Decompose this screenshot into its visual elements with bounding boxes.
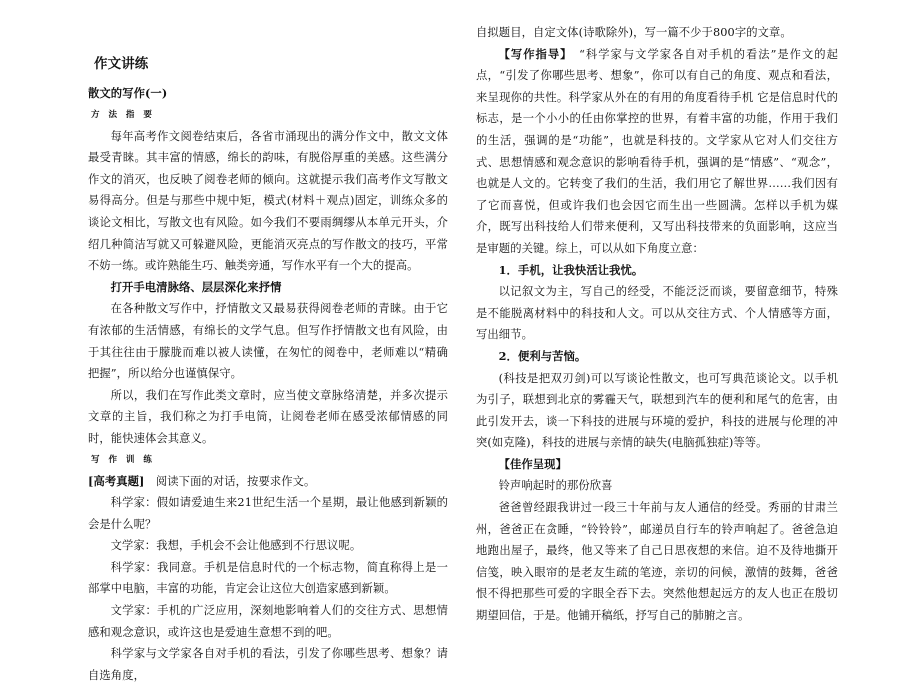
dialog-line: [88, 600, 448, 643]
guide-label: 【写作指导】: [498, 46, 567, 61]
lyric-paragraph: 在各种散文写作中，抒情散文又最易获得阅卷老师的青睐。由于它有浓郁的生活情感，有绵长的文学气息。但写作抒情散文也有风险，由于其往往由于朦胧而难以被人读懂，在匆忙的阅卷中，老师难以“精确 把握”，所以给分也谨慎保守。: [88, 302, 471, 381]
essay-text: 爸爸曾经跟我讲过一段三十年前与友人通信的经受。秀丽的甘肃兰州，爸爸正在贪睡，“铃铃铃”，邮递员自行车的铃声响起了。爸爸急迫地跑出屋子，最终，他又等来了自己日思夜想的来信。迫不及待地撕开信笺，映入眼帘的是老友生疏的笔迹，亲切的问候，激情的鼓舞，爸爸恨不得把那些可爱的字眼全吞下去。突然他想起远方的友人也正在殷切期望回信，于是。他铺开稿纸，抒写自己的肺腑之言。: [476, 501, 838, 623]
showcase-label: 【佳作呈现】: [498, 456, 567, 471]
dialog-text: 我想，手机会不会让他感到不行思议呢。: [156, 539, 362, 553]
angle-1-title: 1．手机，让我快活让我忧。: [498, 262, 644, 277]
speaker: 文学家：: [110, 604, 158, 618]
page-title: 作文讲练: [94, 56, 149, 72]
left-column: [88, 0, 471, 686]
angle-2-text: (科技是把双刃剑)可以写谈论性散文，也可写典范谈论文。以手机为引子，联想到北京的雾霾天气，联想到汽车的便利和尾气的危害，由此引发开去，谈一下科技的进展与环境的爱护，科技的进展与伦理的冲突(如克隆)，科技的进展与亲情的缺失(电脑孤独症)等等。: [476, 371, 838, 450]
practice-heading: 写 作 训 练: [91, 454, 155, 465]
speaker: 科学家：: [110, 496, 157, 510]
writing-guide: [476, 44, 838, 260]
dialog-line: [88, 535, 448, 557]
essay-title: 铃声响起时的那份欣喜: [498, 479, 613, 493]
method-heading: 方 法 指 要: [91, 109, 155, 120]
speaker: 科学家：: [110, 560, 158, 574]
angle-2-title: 2．便利与苦恼。: [498, 348, 587, 363]
prompt-paragraph: 科学家与文学家各自对手机的看法，引发了你哪些思考、想象？请自选角度，: [88, 647, 448, 682]
section-heading: 打开手电清脉络、层层深化来抒情: [110, 279, 282, 294]
dialog-text: 假如请爱迪生来21世纪生活一个星期，最让他感到新颖的会是什么呢？: [88, 496, 448, 531]
flashlight-paragraph: 所以，我们在写作此类文章时，应当使文章脉络清楚，并多次提示文章的主旨，我们称之为打手电筒，让阅卷老师在感受浓郁情感的同时，能快速体会其意义。: [88, 388, 448, 445]
angle-1-text: 以记叙文为主，写自己的经受，不能泛泛而谈，要留意细节，特殊是不能脱离材料中的科技和人文。可以从交往方式、个人情感等方面，写出细节。: [476, 285, 838, 342]
exam-label: [高考真题]: [88, 473, 145, 488]
intro-paragraph: 每年高考作文阅卷结束后，各省市涌现出的满分作文中，散文文体最受青睐。其丰富的情感，绵长的韵味，有脱俗厚重的美感。这些满分作文的消灭，也反映了阅卷老师的倾向。这就提示我们高考作文写散文易得高分。但是与那些中规中矩，模式(材料＋观点)固定，训练众多的谈论文相比，写散文也有风险。如今我们不要雨绸缪从本单元开头，介绍几种简洁写就又可躲避风险，更能消灭亮点的写作散文的技巧，平常不妨一练。或许熟能生巧、触类旁通，写作水平有一个大的提高。: [88, 129, 448, 273]
guide-text: “科学家与文学家各自对手机的看法”是作文的起点，“引发了你哪些思考、想象”，你可以有自己的角度、观点和看法，来呈现你的共性。科学家从外在的有用的角度看待手机 它是信息时代的标志，是一个小小的任由你掌控的世界，有着丰富的功能，作用于我们的生活，强调的是“功能”，也就是科技的。文学家从它对人们交往方式、思想情感和观念意识的影响看待手机，强调的是“情感”、“观念”，也就是人文的。它转变了我们的生活，我们用它了解世界……我们因有了它而喜悦，但或许我们也会因它而生出一些圆满。怎样以手机为媒介，既写出科技给人们带来便利，又写出科技带来的负面影响，这应当是审题的关键。综上，可以从如下角度立意：: [476, 47, 838, 255]
dialog-text: 我同意。手机是信息时代的一个标志物，简直称得上是一部掌中电脑，丰富的功能，肯定会让这位大创造家感到新颖。: [88, 560, 448, 596]
right-column: [476, 0, 838, 627]
dialog-line: [88, 557, 448, 600]
exam-intro: [88, 471, 448, 493]
exam-text: 阅读下面的对话，按要求作文。: [144, 474, 316, 488]
subtitle: 散文的写作(一): [88, 86, 168, 100]
speaker: 文学家：: [110, 539, 157, 553]
dialog-line: [88, 492, 448, 535]
dialog-text: 手机的广泛应用，深刻地影响着人们的交往方式、思想情感和观念意识，或许这也是爱迪生意想不到的吧。: [88, 604, 448, 639]
prompt-continuation: 自拟题目，自定文体(诗歌除外)，写一篇不少于800字的文章。: [476, 26, 792, 39]
